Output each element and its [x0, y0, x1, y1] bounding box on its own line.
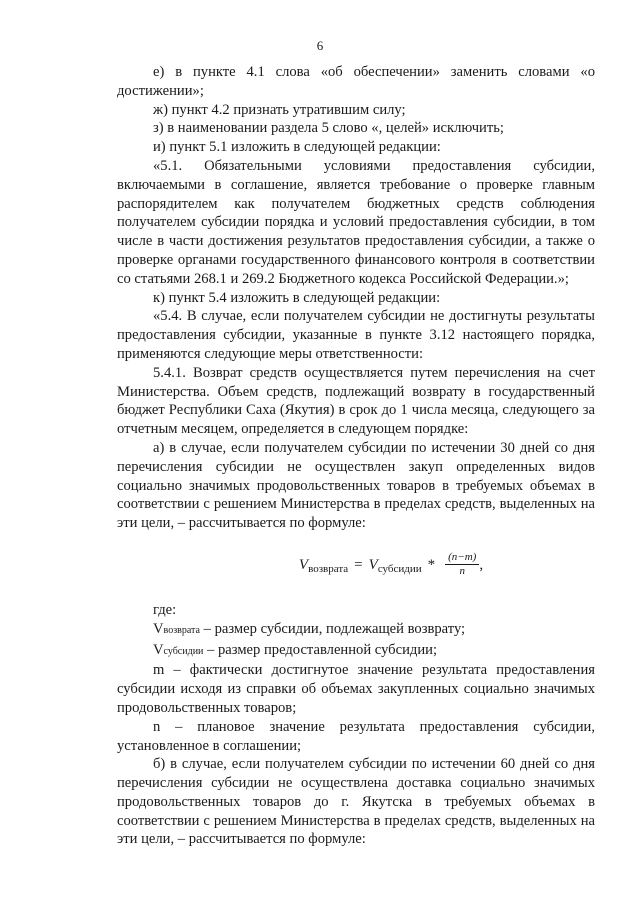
v-subsidy-sub: субсидии [163, 645, 204, 657]
paragraph-a: а) в случае, если получателем субсидии по истечении 30 дней со дня перечисления субсидии не осуществлен закуп определенных видов социально значимых продовольственных товаров в требуемых объемах в соответствии с решением Министерства в пределах средств, выделенных на эти цели, – рассчитывается по формуле: [117, 439, 595, 532]
paragraph-5-4-1: 5.4.1. Возврат средств осуществляется путем перечисления на счет Министерства. Объем средств, подлежащий возврату в государственный бюджет Республики Саха (Якутия) в срок до 1 числа месяца, следующего за отчетным месяцем, определяется в следующем порядке: [117, 364, 595, 438]
paragraph-v-subsidy [117, 641, 595, 662]
paragraph-zh: ж) пункт 4.2 признать утратившим силу; [153, 101, 406, 118]
paragraph-v-return [117, 620, 595, 641]
paragraph-b: б) в случае, если получателем субсидии по истечении 60 дней со дня перечисления субсидии не осуществлена доставка социально значимых продовольственных товаров до г. Якутска в требуемых объемах в соответствии с решением Министерства в пределах средств, выделенных на эти цели, – рассчитывается по формуле: [117, 756, 595, 848]
v-return-sub: возврата [163, 624, 200, 636]
paragraph-e: е) в пункте 4.1 слова «об обеспечении» заменить словами «о достижении»; [117, 64, 595, 99]
formula-lhs-var: V [298, 556, 309, 573]
v-subsidy-text: – размер предоставленной субсидии; [203, 641, 437, 658]
paragraph-5-1: «5.1. Обязательными условиями предоставления субсидии, включаемыми в соглашение, является требование о проверке главным распорядителем как получателем бюджетных средств соблюдения получателем субсидии порядка и условий предоставления субсидии, в том числе в части достижения результатов предоставления субсидии, а также о проверке органами государственного финансового контроля в соответствии со статьями 268.1 и 269.2 Бюджетного кодекса Российской Федерации.»; [117, 157, 595, 287]
formula-block [117, 535, 595, 595]
formula-trail: , [479, 556, 484, 573]
v-subsidy-var: V [153, 641, 164, 658]
paragraph-n: n – плановое значение результата предоставления субсидии, установленное в соглашении; [117, 718, 595, 754]
paragraph-where: где: [153, 601, 177, 618]
formula-multiply: * [427, 556, 436, 573]
v-return-text: – размер субсидии, подлежащей возврату; [199, 620, 466, 637]
formula-numerator: (n−m) [445, 551, 479, 565]
paragraph-5-4: «5.4. В случае, если получателем субсидии не достигнуты результаты предоставления субсидии, указанные в пункте 3.12 настоящего порядка, применяются следующие меры ответственности: [117, 308, 595, 362]
formula-rhs-var: V [368, 556, 378, 573]
formula-rhs-sub: субсидии [377, 562, 422, 575]
paragraph-k: к) пункт 5.4 изложить в следующей редакции: [153, 289, 441, 306]
formula-lhs-sub: возврата [308, 562, 349, 575]
paragraph-i: и) пункт 5.1 изложить в следующей редакции: [153, 139, 441, 156]
paragraph-z: з) в наименовании раздела 5 слово «, целей» исключить; [153, 120, 504, 137]
v-return-var: V [153, 620, 164, 637]
formula-denominator: n [459, 565, 465, 578]
formula-equals: = [354, 556, 363, 573]
document-body [117, 63, 595, 849]
formula-fraction [445, 551, 479, 578]
page-number: 6 [316, 38, 324, 53]
paragraph-m: m – фактически достигнутое значение результата предоставления субсидии исходя из справки об объемах закупленных социально значимых продовольственных товаров; [117, 662, 595, 716]
